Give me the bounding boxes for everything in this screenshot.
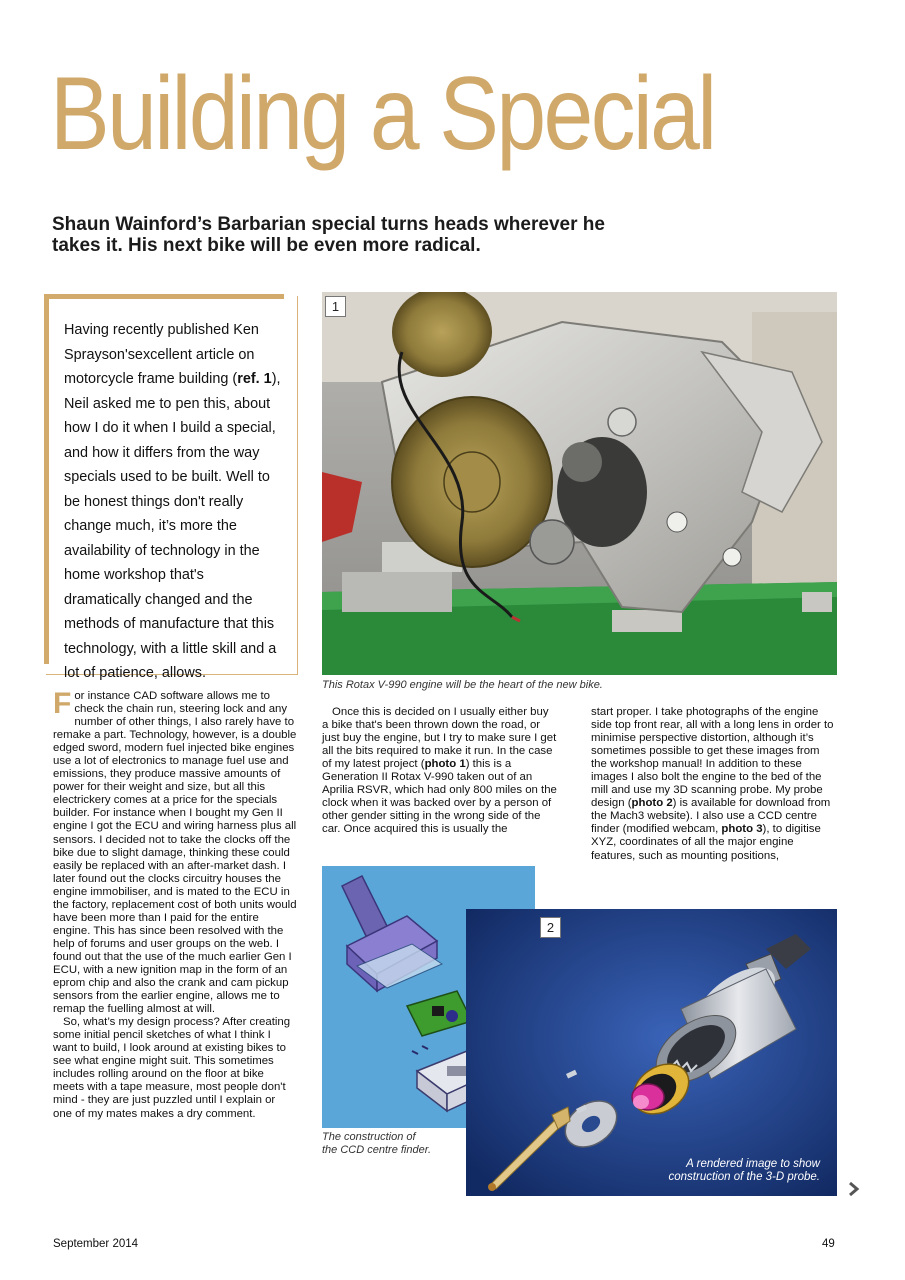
page-title: Building a Special — [50, 56, 715, 172]
article-subtitle: Shaun Wainford’s Barbarian special turns heads wherever he takes it. His next bike will be even more radical. — [52, 214, 605, 256]
probe-render — [466, 909, 837, 1196]
intro-accent-left — [44, 294, 49, 664]
engine-photo — [322, 292, 837, 675]
photo-1-number: 1 — [325, 296, 346, 317]
photo-3-caption: The construction of the CCD centre finder. — [322, 1131, 432, 1156]
chevron-right-icon[interactable] — [845, 1180, 863, 1198]
reference-link: ref. 1 — [237, 370, 272, 387]
intro-accent-top — [44, 294, 284, 299]
photo-1-caption: This Rotax V-990 engine will be the heart of the new bike. — [322, 679, 603, 691]
body-column-3: start proper. I take photographs of the engine side top front rear, all with a long lens in order to minimise perspective distortion, although it’s sometimes possible to get these images from the workshop manual! In addition to these images I also bolt the engine to the bed of the mill and use my 3D scanning probe. My probe design (photo 2) is available for download from the Mach3 website). I also use a CCD centre finder (modified webcam, photo 3), to digitise XYZ, coordinates of all the major engine features, such as mounting positions, — [591, 706, 834, 862]
photo-2-caption: A rendered image to show construction of the 3-D probe. — [668, 1158, 820, 1183]
drop-cap: F — [53, 687, 72, 720]
intro-text: Having recently published Ken Sprayson'sexcellent article on motorcycle frame building (ref. 1), Neil asked me to pen this, about how I do it when I build a special, and how it differs from the way specials used to be built. Well to be honest things don't really change much, it’s more the availability of technology in the home workshop that's dramatically changed and the methods of manufacture that this technology, with a little skill and a lot of patience, allows. — [64, 321, 281, 681]
page-number: 49 — [822, 1238, 835, 1250]
footer-date: September 2014 — [53, 1238, 139, 1250]
body-column-1: For instance CAD software allows me to check the chain run, steering lock and any number of other things, I also rarely have to remake a part. Technology, however, is a double edged sword, modern fuel injected bike engines use a lot of electronics to manage fuel use and emissions, they produce massive amounts of power for their weight and size, but all this electrickery comes at a price for the specials builder. For instance when I bought my Gen II engine I got the ECU and wiring harness plus all sensors. I decided not to take the clocks off the bike due to slight damage, thinking these could easily be replaced with an after-market dash. I later found out the clocks circuitry houses the engine immobiliser, and is mated to the ECU in the factory, replacement cost of both units would have been more than I paid for the entire engine. This has since been resolved with the help of forums and user groups on the web. I found out that the use of the much earlier Gen I ECU, with a new ignition map in the form of an eprom chip and also the crank and cam pickup sensors from the earlier engine, allows me to remap the fuelling almost at will. So, what’s my design process? After creating some initial pencil sketches of what I think I want to build, I look around at existing bikes to see what engine might suit. This sometimes includes rolling around on the floor at bike meets with a tape measure, most people don't mind - they are just puzzled until I explain or one of my mates makes a dry comment. — [53, 687, 297, 1120]
body-column-2: Once this is decided on I usually either buy a bike that's been thrown down the road, or just buy the engine, but I try to make sure I get all the bits required to make it run. In the case of my latest project (photo 1) this is a Generation II Rotax V-990 taken out of an Aprilia RSVR, which had only 800 miles on the clock when it was backed over by a person of other gender sitting in the wrong side of the car. Once acquired this is usually the — [322, 706, 557, 836]
photo-2-number: 2 — [540, 917, 561, 938]
